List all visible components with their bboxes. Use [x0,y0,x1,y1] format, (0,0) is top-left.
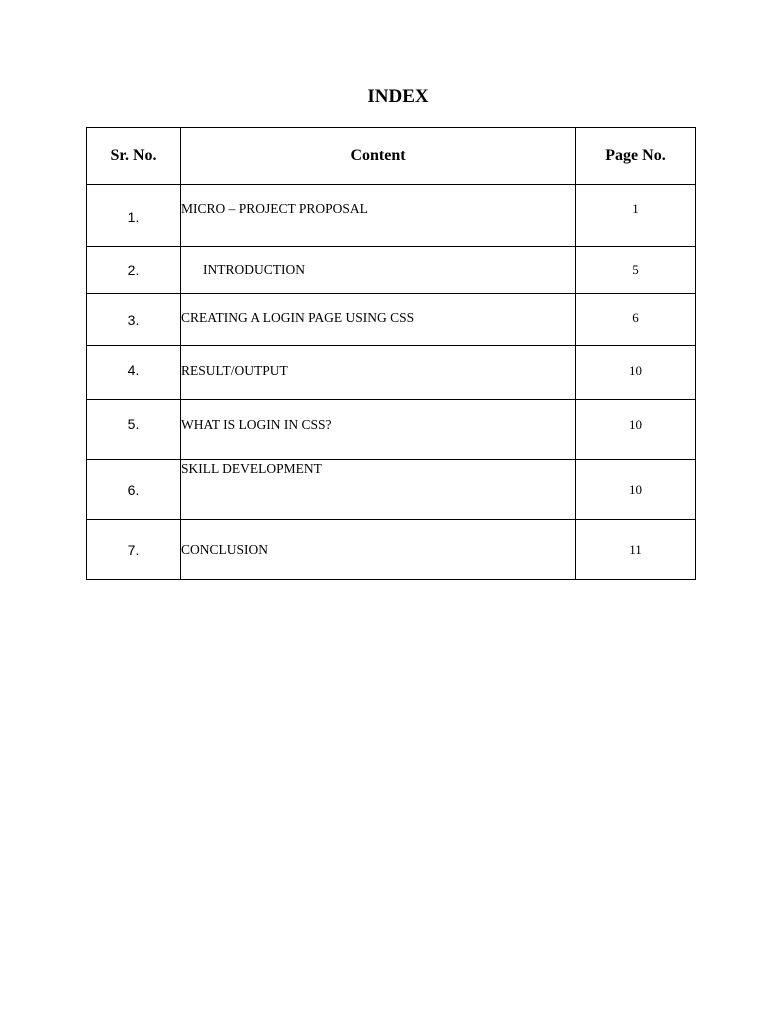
sr-no-cell: 3. [87,294,181,346]
header-sr-no: Sr. No. [87,128,181,185]
sr-no-cell: 1. [87,185,181,247]
content-cell: INTRODUCTION [181,247,576,294]
table-row [87,346,696,400]
content-cell: CONCLUSION [181,520,576,580]
header-page-no: Page No. [576,128,696,185]
header-content: Content [181,128,576,185]
page-no-cell: 10 [576,346,696,400]
content-cell: RESULT/OUTPUT [181,346,576,400]
content-cell: CREATING A LOGIN PAGE USING CSS [181,294,576,346]
table-row [87,460,696,520]
header-row [87,128,696,185]
content-cell: MICRO – PROJECT PROPOSAL [181,185,576,247]
content-cell: SKILL DEVELOPMENT [181,460,576,520]
page-no-cell: 10 [576,400,696,460]
table-row [87,400,696,460]
page-title: INDEX [367,86,429,107]
content-cell: WHAT IS LOGIN IN CSS? [181,400,576,460]
sr-no-cell: 7. [87,520,181,580]
sr-no-cell: 6. [87,460,181,520]
page-no-cell: 1 [576,185,696,247]
page-no-cell: 6 [576,294,696,346]
table-row [87,185,696,247]
sr-no-cell: 4. [87,346,181,400]
index-table [86,127,696,580]
table-row [87,247,696,294]
table-row [87,294,696,346]
table-row [87,520,696,580]
page-no-cell: 10 [576,460,696,520]
sr-no-cell: 5. [87,400,181,460]
page-no-cell: 5 [576,247,696,294]
page-no-cell: 11 [576,520,696,580]
sr-no-cell: 2. [87,247,181,294]
